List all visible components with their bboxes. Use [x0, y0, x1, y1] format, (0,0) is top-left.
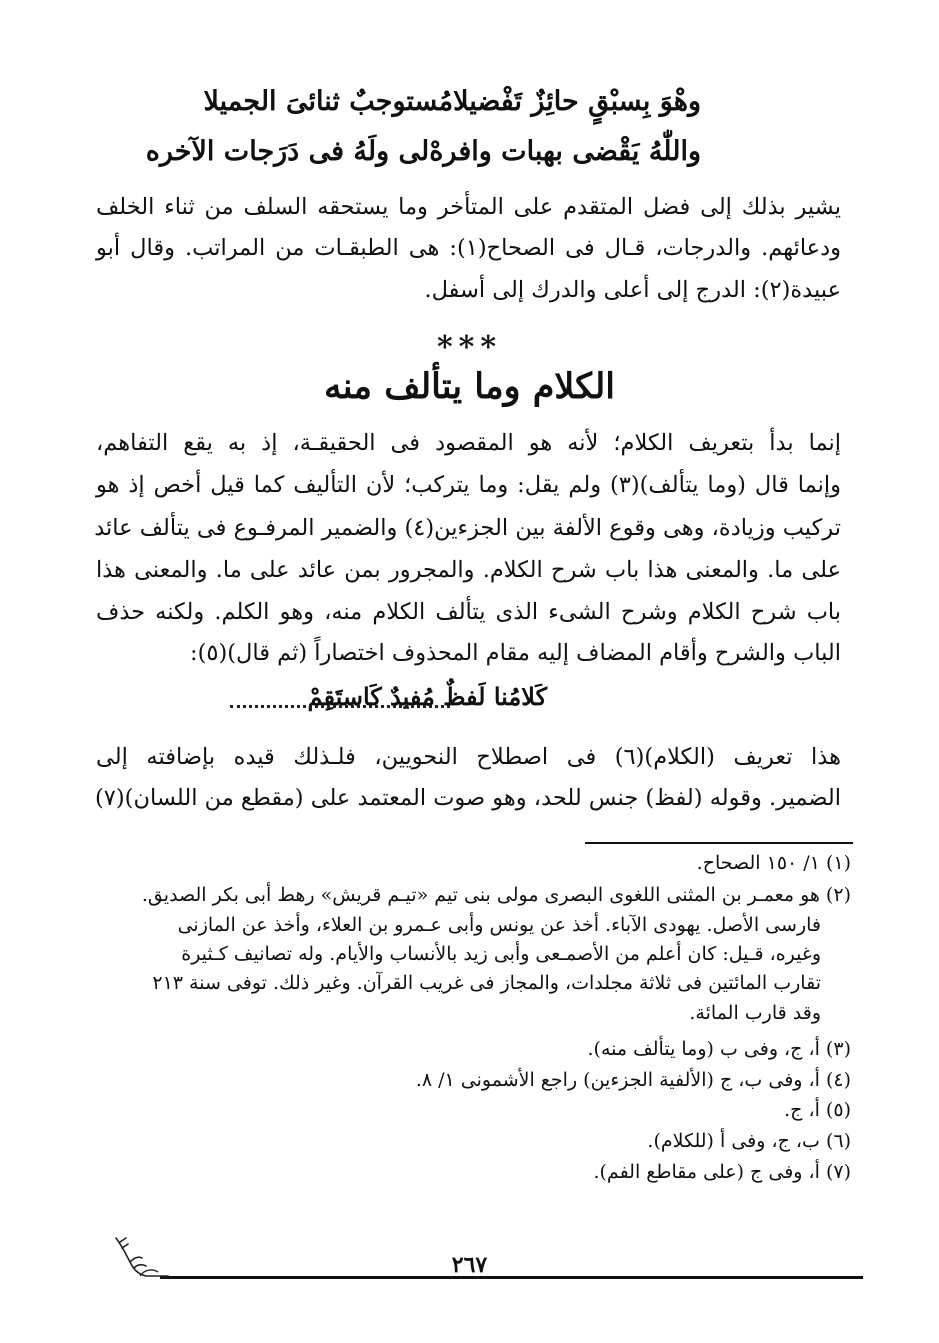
page-number: ٢٦٧ [451, 1252, 488, 1278]
footnote: (٢) هو معمـر بن المثنى اللغوى البصرى مولى بنى تيم «تيـم قريش» رهط أبى بكر الصديق. [141, 884, 851, 906]
verse-line-1 [203, 86, 701, 117]
footnote: (٤) أ، وفى ب، ج (الألفية الجزءين) راجع الأشمونى ١/ ٨. [415, 1069, 851, 1091]
paragraph-line: الضمير. وقوله (لفظ) جنس للحد، وهو صوت المعتمد على (مقطع من اللسان)(٧) [95, 785, 841, 811]
verse-hemistich: مُستوجبٌ ثنائىَ الجميلا [203, 86, 454, 117]
section-separator: *** [436, 330, 503, 365]
paragraph-line: ودعائهم. والدرجات، قـال فى الصحاح(١): هى الطبقـات من المراتب. وقال أبو [96, 235, 841, 261]
footnote-continuation: وغيره، قـيل: كان أعلم من الأصمـعى وأبى زيد بالأنساب والأيام. وله تصانيف كـثيرة [181, 943, 821, 965]
pointing-hand-icon [112, 1232, 172, 1284]
footnote-continuation: وقد قارب المائة. [689, 1002, 821, 1024]
paragraph-line: باب شرح الكلام وشرح الشىء الذى يتألف الكلام منه، وهو الكلم. ولكنه حذف [96, 599, 841, 625]
paragraph-line: هذا تعريف (الكلام)(٦) فى اصطلاح النحويين، فلـذلك قيده بإضافته إلى [96, 744, 841, 770]
paragraph-line: الباب والشرح وأقام المضاف إليه مقام المحذوف اختصاراً (ثم قال)(٥): [190, 640, 841, 666]
verse-hemistich: وهْوَ بِسبْقٍ حائِزٌ تَفْضيلا [453, 86, 701, 117]
verse-line-2 [145, 136, 701, 167]
paragraph-line: إنما بدأ بتعريف الكلام؛ لأنه هو المقصود فى الحقيقـة، إذ به يقع التفاهم، [96, 430, 841, 456]
paragraph-line: وإنما قال (وما يتألف)(٣) ولم يقل: وما يتركب؛ لأن التأليف كما قيل أخص إذ هو [96, 472, 842, 498]
paragraph-line: يشير بذلك إلى فضل المتقدم على المتأخر وما يستحقه السلف من ثناء الخلف [96, 194, 841, 220]
verse-hemistich: لى ولَهُ فى دَرَجات الآخره [145, 136, 430, 167]
footnote: (٣) أ، ج، وفى ب (وما يتألف منه). [587, 1038, 851, 1060]
section-heading: الكلام وما يتألف منه [323, 366, 616, 407]
footnote-rule [585, 842, 853, 844]
verse-hemistich: واللّٰهُ يَقْضى بهبات وافرهْ [429, 136, 701, 167]
quoted-verse: كَلامُنا لَفظٌ مُفيدٌ كَاستَقِمْ [307, 682, 547, 711]
footnote: (٧) أ، وفى ج (على مقاطع الفم). [593, 1161, 851, 1183]
ellipsis-dots [230, 705, 450, 708]
footnote-continuation: فارسى الأصل. يهودى الآباء. أخذ عن يونس وأبى عـمرو بن العلاء، وأخذ عن المازنى [177, 914, 821, 936]
bottom-rule [160, 1276, 863, 1279]
footnote: (٥) أ، ج. [784, 1099, 851, 1121]
footnote: (١) ١/ ١٥٠ الصحاح. [696, 852, 851, 874]
paragraph-line: على ما. والمعنى هذا باب شرح الكلام. والمجرور بمن عائد على ما. والمعنى هذا [96, 557, 841, 583]
footnote-continuation: تقارب المائتين فى ثلاثة مجلدات، والمجاز فى غريب القرآن. وغير ذلك. توفى سنة ٢١٣ [152, 972, 821, 994]
paragraph-line: تركيب وزيادة، وهى وقوع الألفة بين الجزءين(٤) والضمير المرفـوع فى يتألف عائد [94, 515, 841, 541]
footnote: (٦) ب، ج، وفى أ (للكلام). [647, 1130, 851, 1152]
paragraph-line: عبيدة(٢): الدرج إلى أعلى والدرك إلى أسفل. [424, 277, 841, 303]
